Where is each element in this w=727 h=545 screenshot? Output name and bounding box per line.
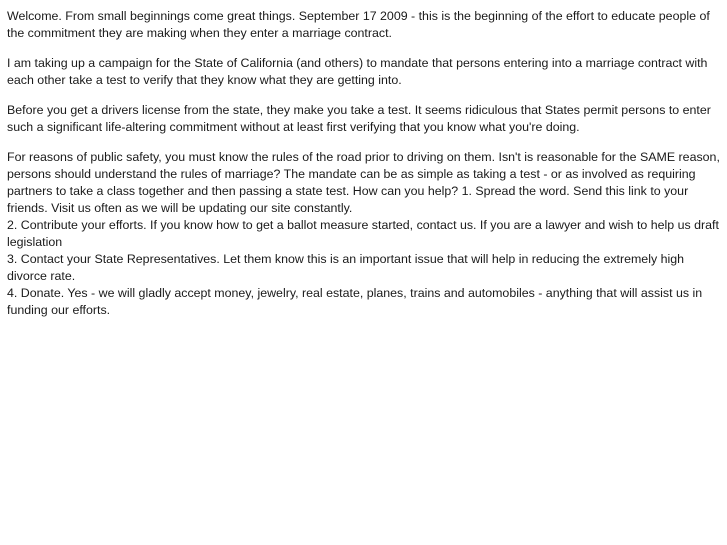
page-content [7,8,723,319]
campaign-paragraph: I am taking up a campaign for the State of California (and others) to mandate that persons entering into a marriage contract with each other take a test to verify that they know what they are getting into. [7,56,708,87]
drivers-license-paragraph: Before you get a drivers license from the state, they make you take a test. It seems ridiculous that States permit persons to enter such a significant life-altering commitment without at least first verifying that you know what you're doing. [7,103,711,134]
welcome-paragraph: Welcome. From small beginnings come great things. September 17 2009 - this is the beginning of the effort to educate people of the commitment they are making when they enter a marriage contract. [7,9,710,40]
how-to-help-paragraph: For reasons of public safety, you must know the rules of the road prior to driving on them. Isn't is reasonable for the SAME reason, persons should understand the rules of marriage? The mandate can be as simple as taking a test - or as involved as requiring partners to take a class together and then passing a state test. How can you help? 1. Spread the word. Send this link to your friends. Visit us often as we will be updating our site constantly. 2. Contribute your efforts. If you know how to get a ballot measure started, contact us. If you are a lawyer and wish to help us draft legislation 3. Contact your State Representatives. Let them know this is an important issue that will help in reducing the extremely high divorce rate. 4. Donate. Yes - we will gladly accept money, jewelry, real estate, planes, trains and automobiles - anything that will assist us in funding our efforts. [7,150,720,317]
